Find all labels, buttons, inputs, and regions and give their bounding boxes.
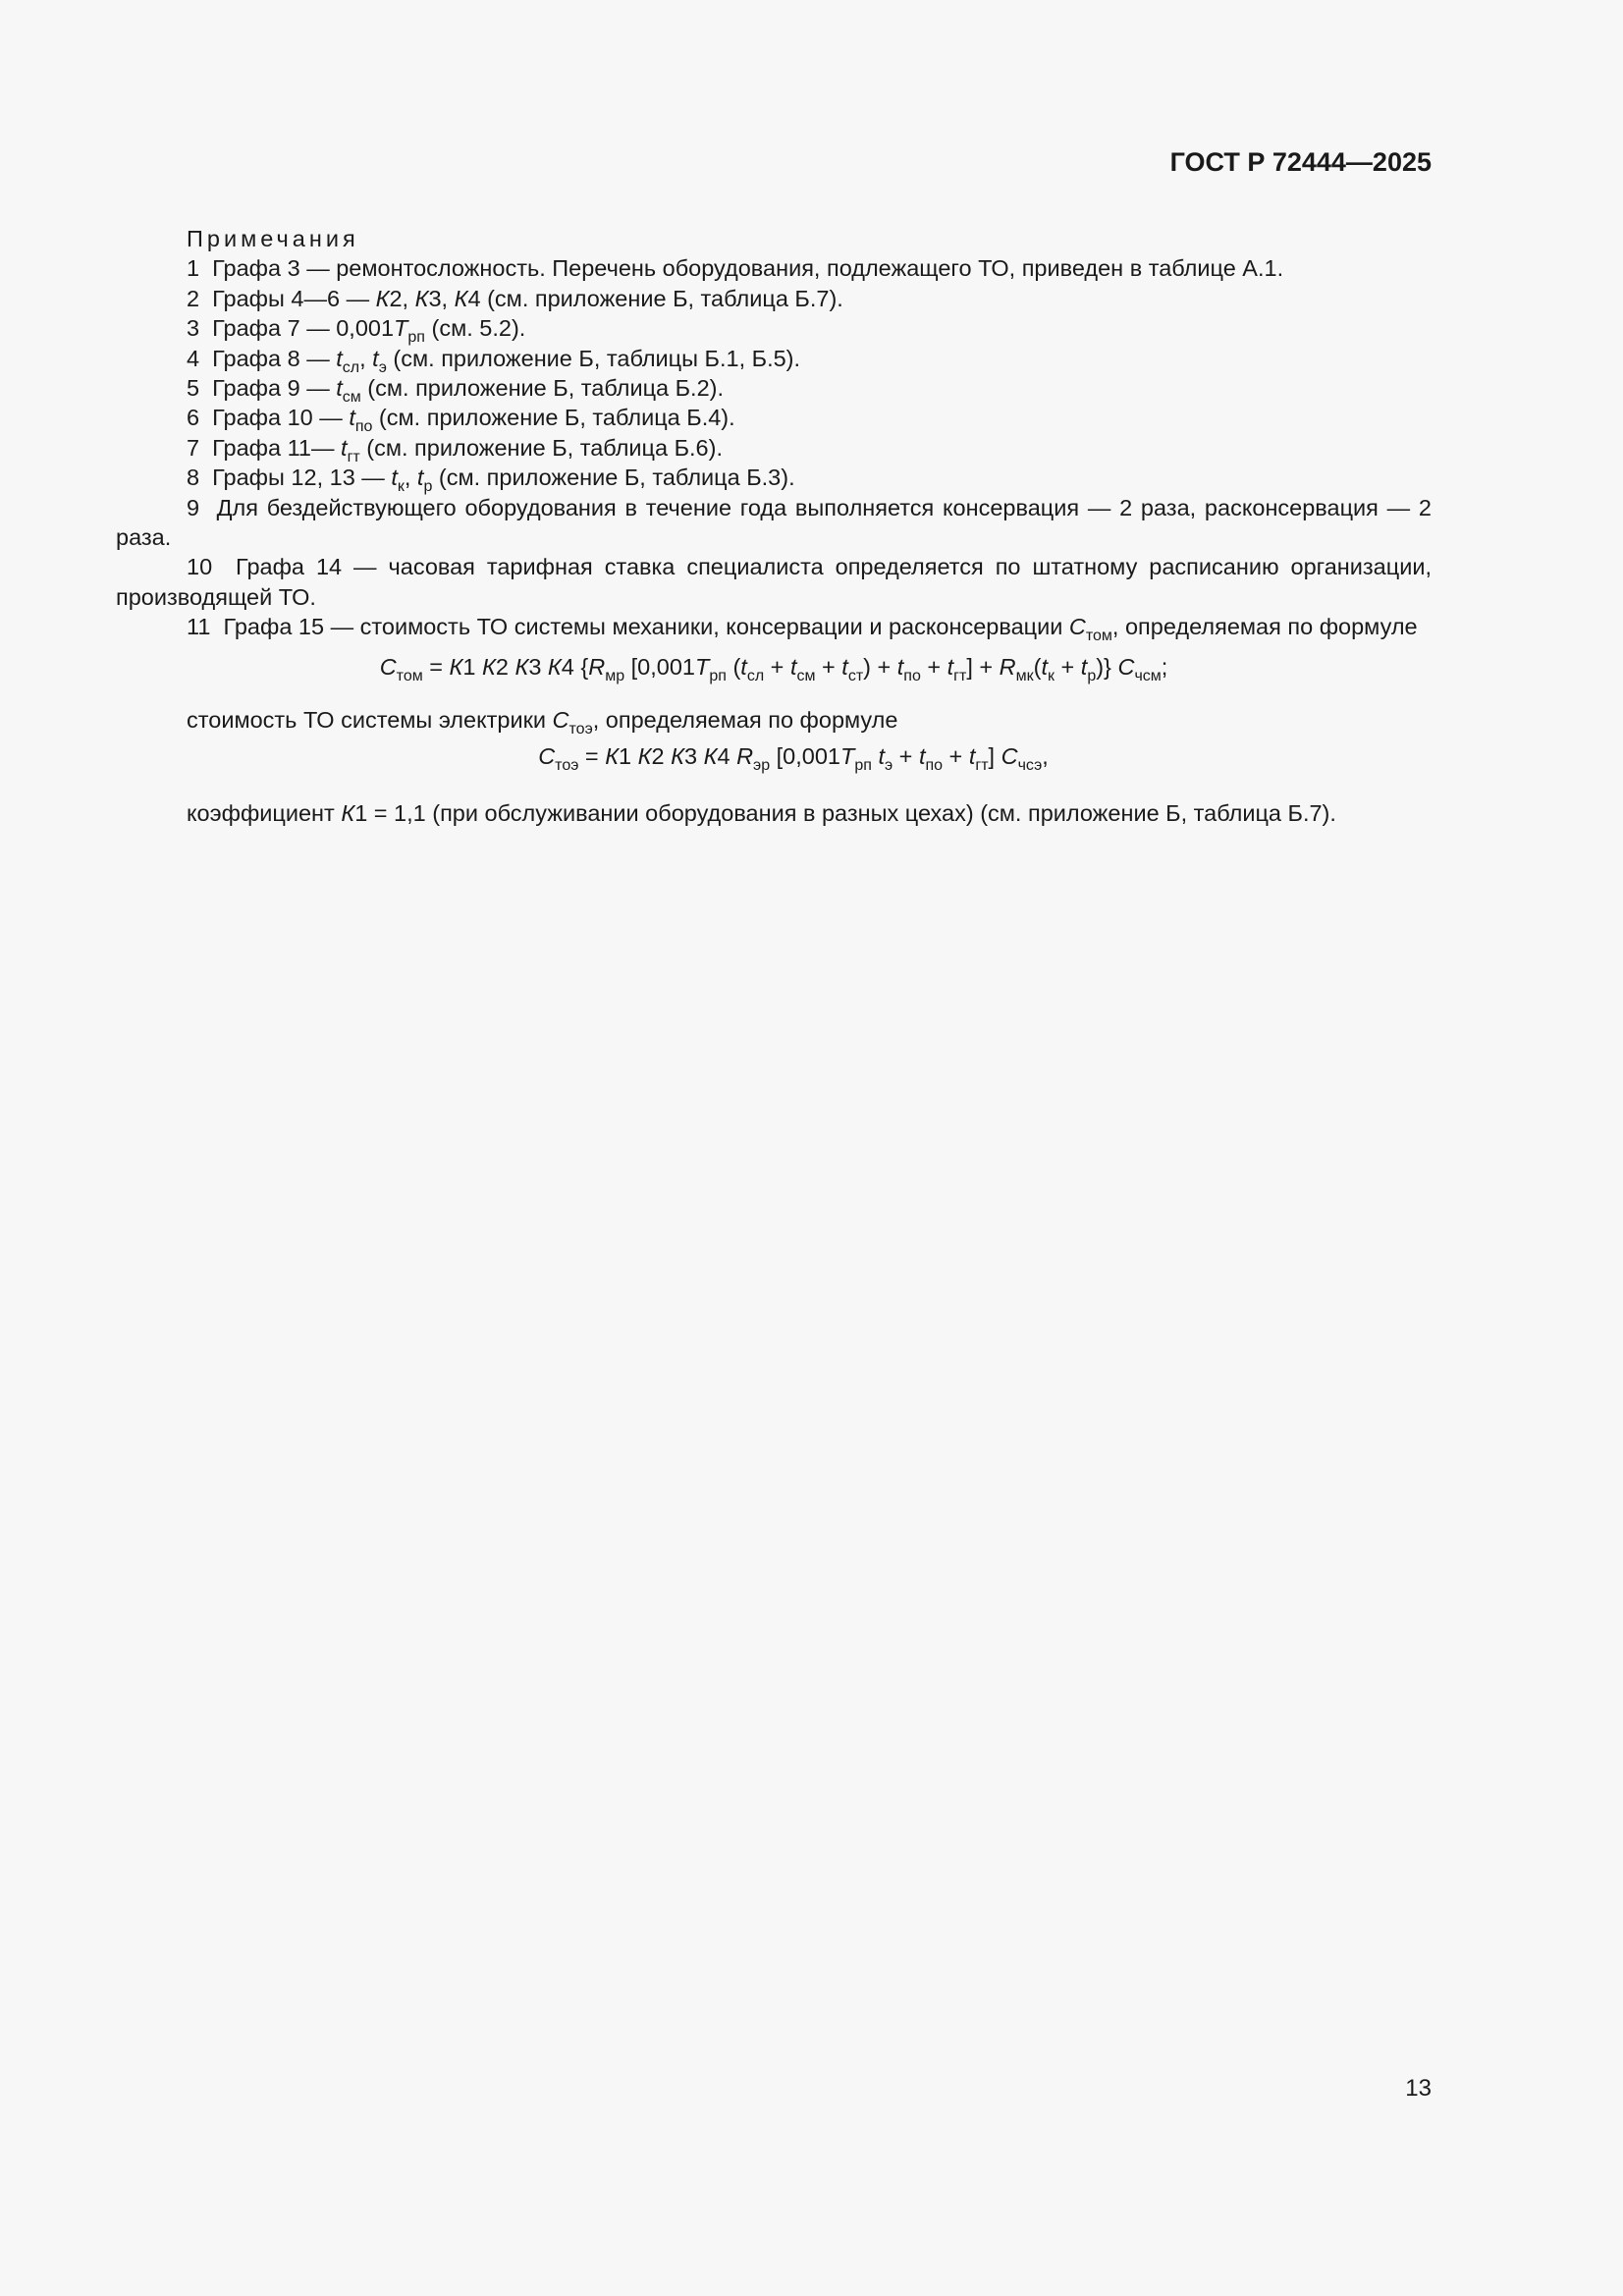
notes-section	[116, 224, 1432, 828]
formula-electrics-cost: $С_{тоэ} = К1$ К2 К3 К4 $R_{эр}$ [$0,001Т_{рп}$ $t_э + t_{по} + t_{гт}$] $С_{чсэ}$,	[538, 742, 1049, 774]
document-code: ГОСТ Р 72444—2025	[1169, 147, 1432, 177]
note-10: 10 Графа 14 — часовая тарифная ставка специалиста определяется по штатному расписанию организации, производящей ТО.	[116, 554, 1432, 610]
note-9: 9 Для бездействующего оборудования в течение года выполняется консервация — 2 раза, расконсервация — 2 раза.	[116, 494, 1432, 551]
notes-title: Примечания	[187, 226, 359, 251]
coefficient-note: коэффициент К1 = 1,1 (при обслуживании оборудования в разных цехах) (см. приложение Б, таблица Б.7).	[187, 799, 1336, 826]
note-4: 4 Графа 8 — $t_{сл}$, $t_э$ (см. приложение Б, таблицы Б.1, Б.5).	[187, 345, 801, 376]
note-11: 11 Графа 15 — стоимость ТО системы механики, консервации и расконсервации $С_{том}$, определяемая по формуле	[187, 614, 1418, 645]
note-1: 1 Графа 3 — ремонтосложность. Перечень оборудования, подлежащего ТО, приведен в таблице А.1.	[187, 255, 1284, 282]
note-7: 7 Графа 11— $t_{гт}$ (см. приложение Б, таблица Б.6).	[187, 434, 723, 465]
note-6: 6 Графа 10 — $t_{по}$ (см. приложение Б, таблица Б.4).	[187, 405, 735, 436]
formula-mechanics-cost: $С_{том} = К1$ К2 К3 К4 {$R_{мр}$ [$0,001Т_{рп}$ $(t_{сл} + t_{см} + t_{ст}) + t_{по} + t_{гт}] + R_{мк}(t_к + t_р)$} $С_{чсм}$;	[379, 653, 1168, 684]
page-number: 13	[1405, 2075, 1432, 2102]
note-8: 8 Графы 12, 13 — $t_к$, $t_р$ (см. приложение Б, таблица Б.3).	[187, 465, 795, 496]
note-3: 3 Графа 7 — $0,001Т_{рп}$ (см. 5.2).	[187, 315, 526, 347]
electrics-cost-intro: стоимость ТО системы электрики $С_{тоэ}$, определяемая по формуле	[187, 707, 898, 738]
note-5: 5 Графа 9 — $t_{см}$ (см. приложение Б, таблица Б.2).	[187, 375, 725, 407]
note-2: 2 Графы 4—6 — К2, К3, К4 (см. приложение Б, таблица Б.7).	[187, 285, 843, 311]
